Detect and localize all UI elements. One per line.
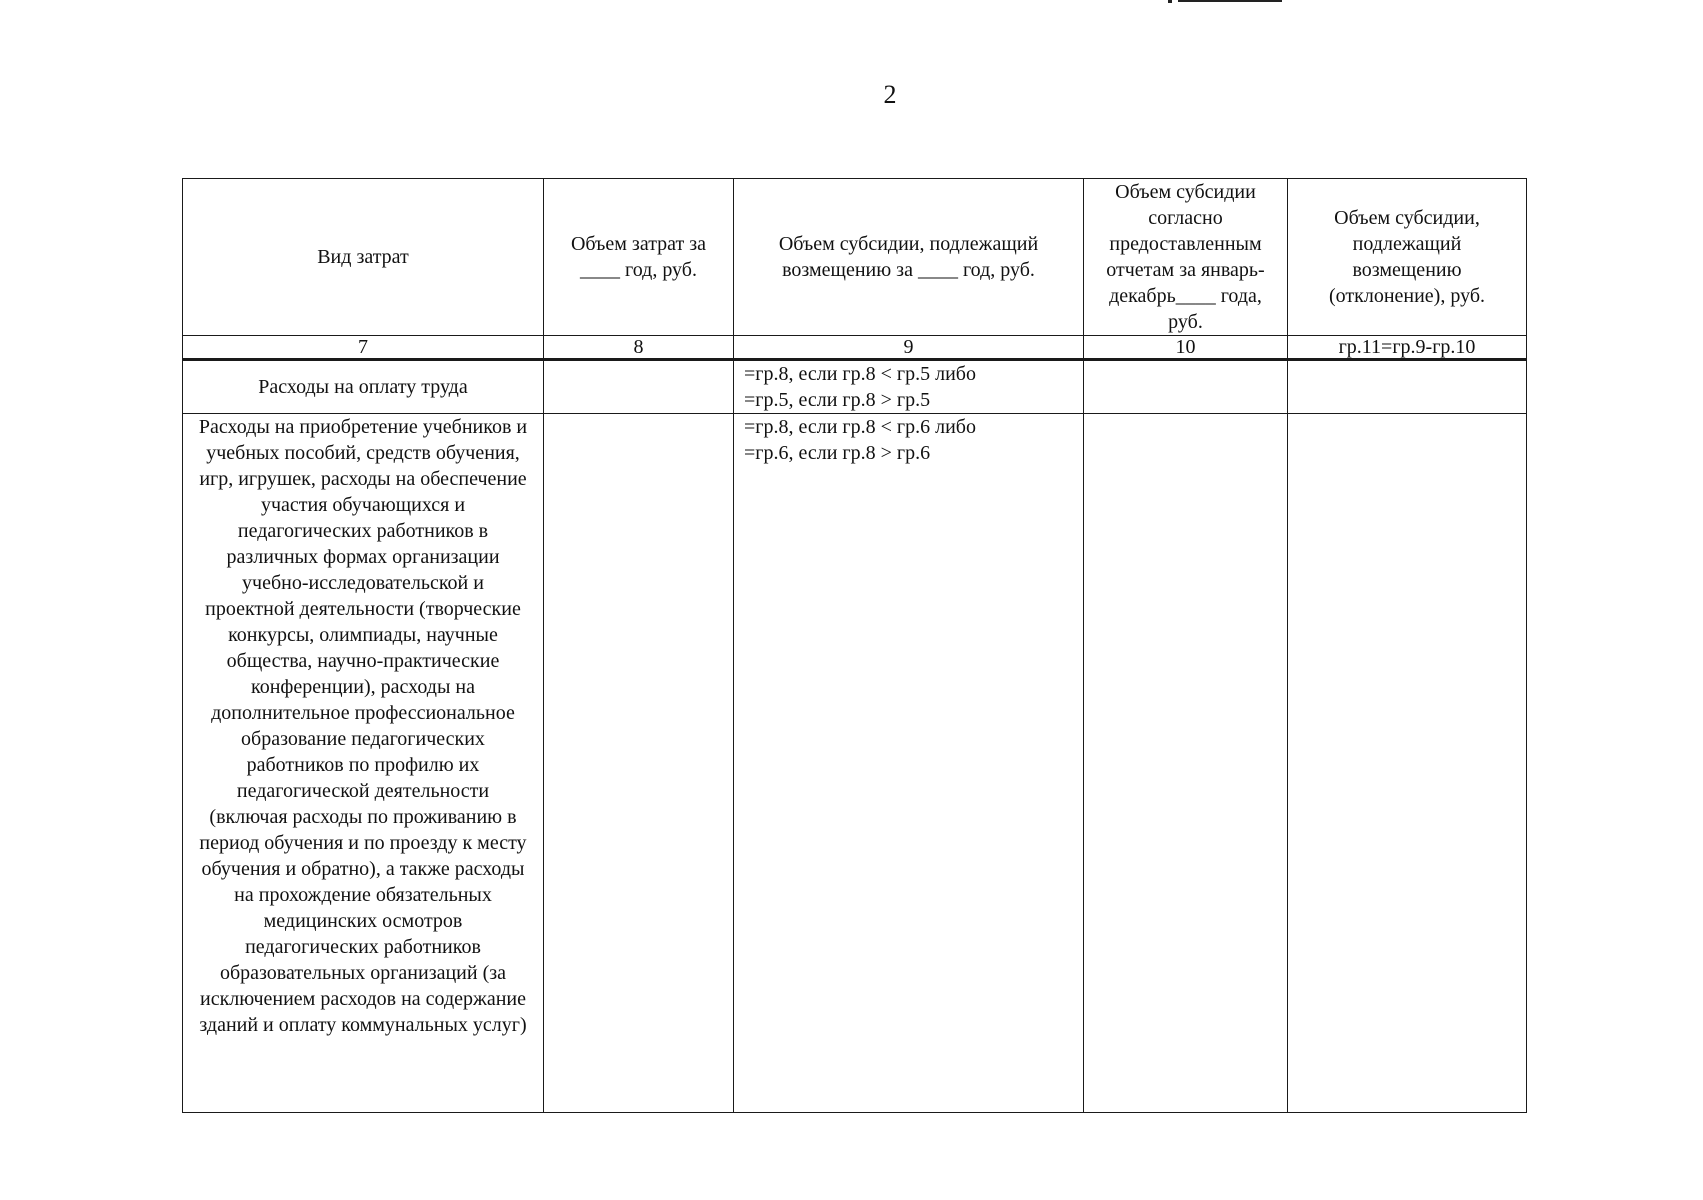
column-number: 7 (183, 336, 544, 360)
header-cost-volume: Объем затрат за ____ год, руб. (544, 179, 734, 336)
column-number: 9 (734, 336, 1084, 360)
column-number-row (183, 336, 1527, 360)
column-number: 8 (544, 336, 734, 360)
formula-line: =гр.8, если гр.8 < гр.6 либо (744, 416, 976, 438)
reported-subsidy-cell (1084, 414, 1288, 1113)
cost-type-label: Расходы на оплату труда (183, 360, 544, 414)
top-margin-mark (1168, 0, 1172, 3)
formula-line: =гр.5, если гр.8 > гр.5 (744, 389, 931, 411)
formula-line: =гр.8, если гр.8 < гр.5 либо (744, 363, 976, 385)
cost-type-label: Расходы на приобретение учебников и учебных пособий, средств обучения, игр, игрушек, расходы на обеспечение участия обучающихся и педагогических работников в различных формах организации учебно-исследовательской и проектной деятельности (творческие конкурсы, олимпиады, научные общества, научно-практические конференции), расходы на дополнительное профессиональное образование педагогических работников по профилю их педагогической деятельности (включая расходы по проживанию в период обучения и по проезду к месту обучения и обратно), а также расходы на прохождение обязательных медицинских осмотров педагогических работников образовательных организаций (за исключением расходов на содержание зданий и оплату коммунальных услуг) (183, 414, 544, 1113)
table-row-labor-costs (183, 360, 1527, 414)
column-number: гр.11=гр.9-гр.10 (1288, 336, 1527, 360)
deviation-cell (1288, 360, 1527, 414)
table-row-textbook-costs (183, 414, 1527, 1113)
top-margin-line (1178, 0, 1282, 2)
formula-cell (734, 414, 1084, 1113)
formula-cell (734, 360, 1084, 414)
page-number: 2 (883, 80, 897, 109)
header-subsidy-reported: Объем субсидии согласно предоставленным отчетам за январь-декабрь____ года, руб. (1084, 179, 1288, 336)
header-subsidy-deviation: Объем субсидии, подлежащий возмещению (отклонение), руб. (1288, 179, 1527, 336)
deviation-cell (1288, 414, 1527, 1113)
cost-volume-cell (544, 360, 734, 414)
header-subsidy-reimbursable: Объем субсидии, подлежащий возмещению за ____ год, руб. (734, 179, 1084, 336)
header-row (183, 179, 1527, 336)
column-number: 10 (1084, 336, 1288, 360)
subsidy-table (182, 178, 1527, 1113)
header-cost-type: Вид затрат (183, 179, 544, 336)
formula-line: =гр.6, если гр.8 > гр.6 (744, 442, 931, 464)
cost-volume-cell (544, 414, 734, 1113)
reported-subsidy-cell (1084, 360, 1288, 414)
